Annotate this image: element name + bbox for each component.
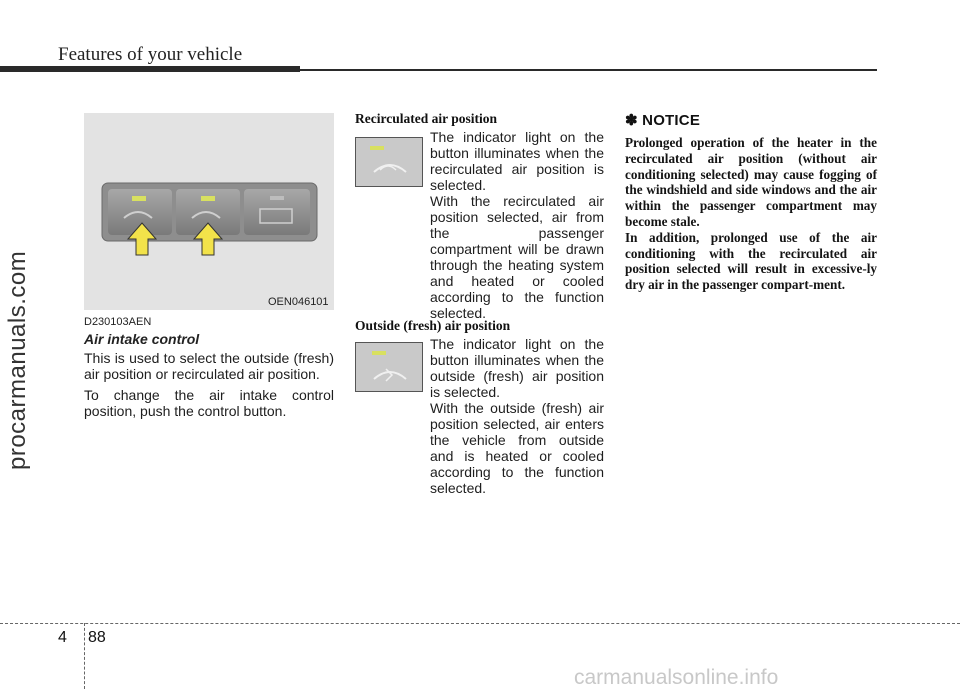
outside-paragraph-2: With the outside (fresh) air position selected, air enters the vehicle from outside and is heated or cooled according to the function selected.: [430, 400, 604, 496]
intro-paragraph: This is used to select the outside (fresh) air position or recirculated air position.: [84, 350, 334, 382]
notice-body: [625, 135, 877, 293]
outside-paragraph-1: The indicator light on the button illuminates when the outside (fresh) air position is selected.: [430, 336, 604, 400]
figure-label: OEN046101: [268, 296, 329, 308]
recirculated-paragraph-2: With the recirculated air position selected, air from the passenger compartment will be drawn through the heating system and heated or cooled according to the function selected.: [430, 193, 604, 321]
notice-paragraph-2: In addition, prolonged use of the air conditioning with the recirculated air position selected will result in excessive-ly dry air in the passenger compart-ment.: [625, 229, 877, 293]
header-rule-thin: [300, 69, 877, 71]
recirculated-paragraph-1: The indicator light on the button illuminates when the recirculated air position is selected.: [430, 129, 604, 193]
notice-title-text: NOTICE: [642, 112, 701, 129]
control-buttons-figure: [84, 113, 334, 310]
bottom-watermark: carmanualsonline.info: [574, 666, 779, 689]
page-header-title: Features of your vehicle: [58, 44, 243, 65]
outside-heading: Outside (fresh) air position: [355, 318, 511, 333]
notice-symbol-icon: ✽: [625, 112, 638, 129]
section-code: D230103AEN: [84, 316, 152, 328]
recirculated-heading: Recirculated air position: [355, 111, 497, 126]
instruction-paragraph: To change the air intake control position, push the control button.: [84, 387, 334, 419]
section-title: Air intake control: [84, 331, 200, 347]
header-rule-thick: [0, 66, 300, 72]
indicator-light-middle: [201, 196, 215, 201]
side-watermark: procarmanuals.com: [4, 250, 31, 470]
notice-title: [625, 111, 700, 129]
outside-air-icon: [356, 343, 423, 392]
footer-divider: [84, 623, 85, 689]
recirculated-button-image: [355, 137, 423, 187]
recirculated-air-icon: [356, 138, 423, 187]
footer-rule: [0, 623, 960, 624]
indicator-light-left: [132, 196, 146, 201]
notice-paragraph-1: Prolonged operation of the heater in the recirculated air position (without air conditioning selected) may cause fogging of the windshield and side windows and the air within the passenger compartment may become stale.: [625, 135, 877, 229]
control-buttons-illustration: [84, 113, 334, 310]
page-number: 88: [88, 629, 106, 646]
outside-button-image: [355, 342, 423, 392]
chapter-number: 4: [58, 629, 67, 646]
